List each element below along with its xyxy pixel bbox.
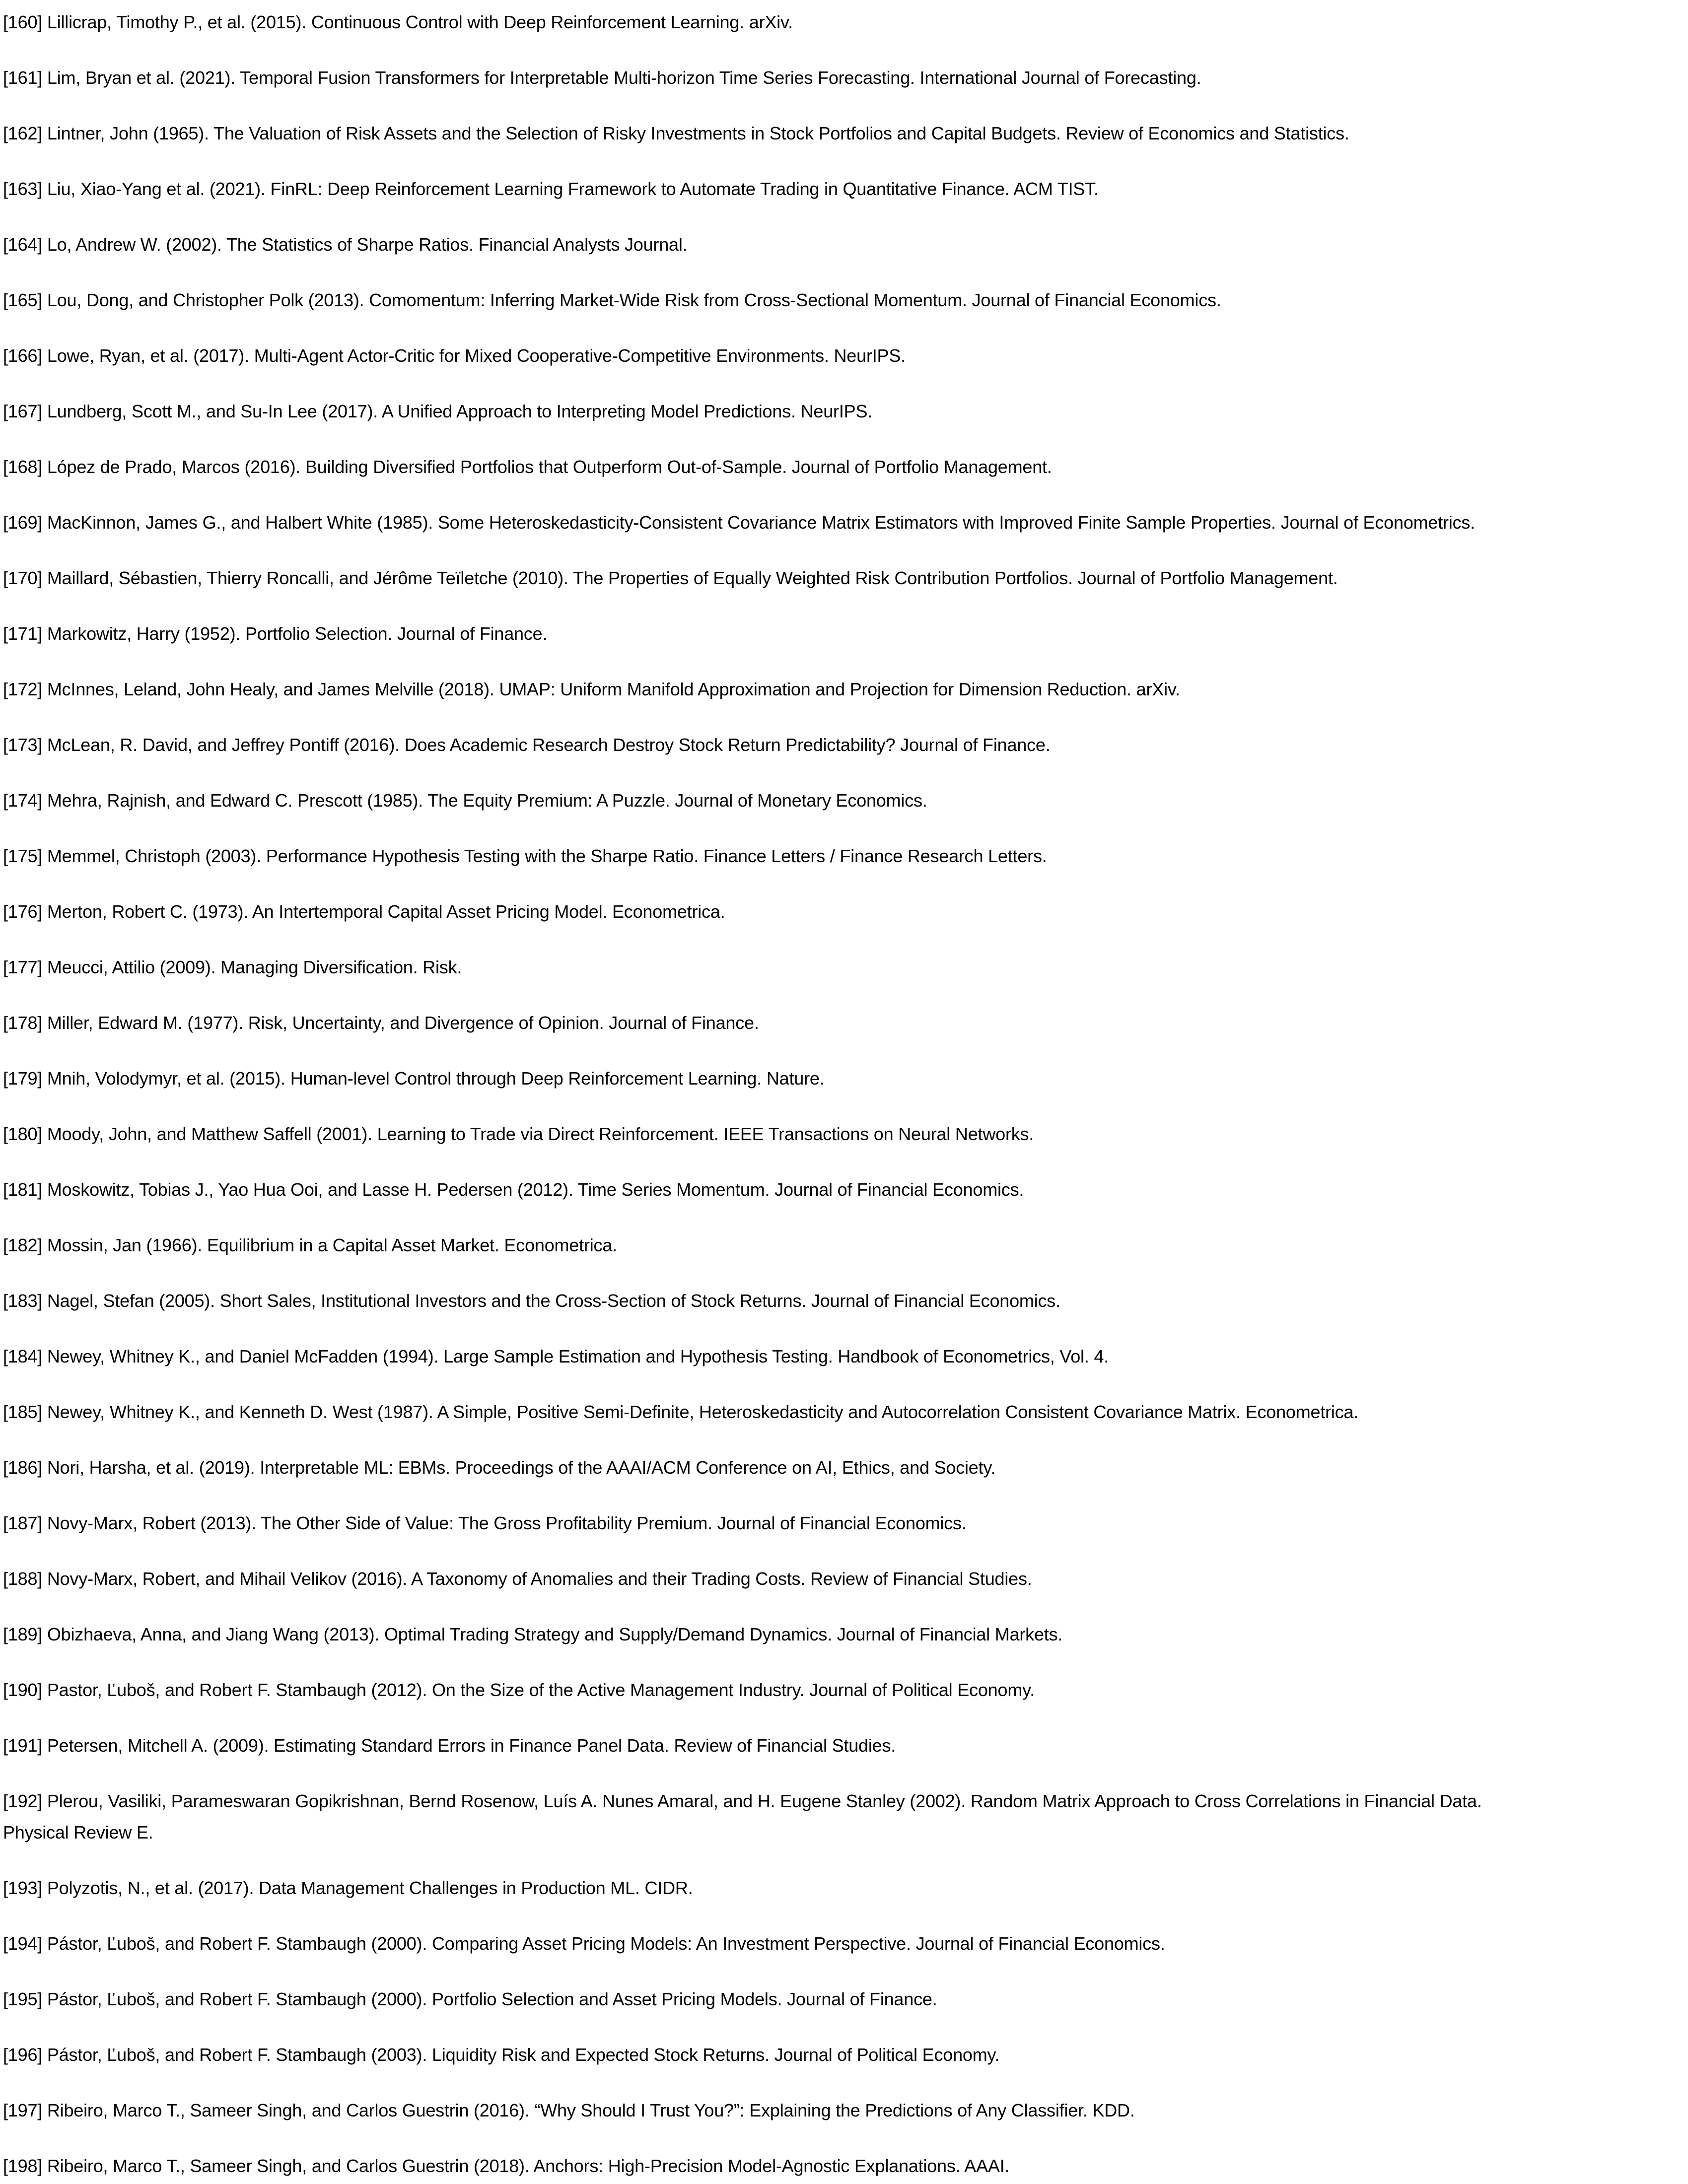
reference-line: [196] Pástor, Ľuboš, and Robert F. Stambaugh (2003). Liquidity Risk and Expected Stock Returns. Journal of Political Economy. <box>3 2045 1000 2065</box>
reference-entry <box>3 1928 1653 1959</box>
reference-entry <box>3 1507 1653 1539</box>
reference-line: [170] Maillard, Sébastien, Thierry Roncalli, and Jérôme Teïletche (2010). The Properties of Equally Weighted Risk Contribution Portfolios. Journal of Portfolio Management. <box>3 568 1338 588</box>
reference-entry <box>3 507 1653 538</box>
reference-entry <box>3 1229 1653 1261</box>
reference-line: [169] MacKinnon, James G., and Halbert White (1985). Some Heteroskedasticity-Consistent Covariance Matrix Estimators with Improved Finite Sample Properties. Journal of Econometrics. <box>3 512 1476 533</box>
reference-line: Physical Review E. <box>3 1822 153 1843</box>
reference-line: [194] Pástor, Ľuboš, and Robert F. Stambaugh (2000). Comparing Asset Pricing Models: An Investment Perspective. Journal of Financial Economics. <box>3 1933 1165 1954</box>
reference-line: [198] Ribeiro, Marco T., Sameer Singh, and Carlos Guestrin (2018). Anchors: High-Precision Model-Agnostic Explanations. AAAI. <box>3 2156 1010 2176</box>
reference-line: [179] Mnih, Volodymyr, et al. (2015). Human-level Control through Deep Reinforcement Learning. Nature. <box>3 1068 825 1089</box>
reference-line: [183] Nagel, Stefan (2005). Short Sales, Institutional Investors and the Cross-Section of Stock Returns. Journal of Financial Economics. <box>3 1291 1060 1311</box>
reference-line: [175] Memmel, Christoph (2003). Performance Hypothesis Testing with the Sharpe Ratio. Finance Letters / Finance Research Letters. <box>3 846 1047 866</box>
reference-line: [182] Mossin, Jan (1966). Equilibrium in a Capital Asset Market. Econometrica. <box>3 1235 617 1255</box>
reference-list <box>3 6 1653 2182</box>
reference-line: [187] Novy-Marx, Robert (2013). The Other Side of Value: The Gross Profitability Premium. Journal of Financial Economics. <box>3 1513 967 1533</box>
reference-line: [163] Liu, Xiao-Yang et al. (2021). FinRL: Deep Reinforcement Learning Framework to Automate Trading in Quantitative Finance. ACM TIST. <box>3 179 1099 199</box>
reference-entry <box>3 1285 1653 1316</box>
reference-entry <box>3 1452 1653 1483</box>
reference-line: [197] Ribeiro, Marco T., Sameer Singh, and Carlos Guestrin (2016). “Why Should I Trust You?”: Explaining the Predictions of Any Classifier. KDD. <box>3 2100 1135 2120</box>
reference-entry <box>3 2095 1653 2126</box>
reference-entry <box>3 1563 1653 1594</box>
reference-entry <box>3 562 1653 594</box>
reference-line: [192] Plerou, Vasiliki, Parameswaran Gopikrishnan, Bernd Rosenow, Luís A. Nunes Amaral, and H. Eugene Stanley (2002). Random Matrix Approach to Cross Correlations in Financial Data. <box>3 1791 1482 1811</box>
reference-line: [191] Petersen, Mitchell A. (2009). Estimating Standard Errors in Finance Panel Data. Review of Financial Studies. <box>3 1735 896 1756</box>
reference-entry <box>3 284 1653 316</box>
reference-entry <box>3 785 1653 816</box>
reference-line: [174] Mehra, Rajnish, and Edward C. Prescott (1985). The Equity Premium: A Puzzle. Journal of Monetary Economics. <box>3 790 927 811</box>
reference-entry <box>3 451 1653 482</box>
reference-line: [180] Moody, John, and Matthew Saffell (2001). Learning to Trade via Direct Reinforcement. IEEE Transactions on Neural Networks. <box>3 1124 1034 1144</box>
reference-entry <box>3 396 1653 427</box>
reference-entry <box>3 729 1653 760</box>
reference-entry <box>3 674 1653 705</box>
reference-line: [195] Pástor, Ľuboš, and Robert F. Stambaugh (2000). Portfolio Selection and Asset Pricing Models. Journal of Finance. <box>3 1989 937 2009</box>
reference-entry <box>3 1674 1653 1706</box>
reference-entry <box>3 6 1653 38</box>
reference-line: [178] Miller, Edward M. (1977). Risk, Uncertainty, and Divergence of Opinion. Journal of Finance. <box>3 1013 759 1033</box>
reference-line: [162] Lintner, John (1965). The Valuation of Risk Assets and the Selection of Risky Investments in Stock Portfolios and Capital Budgets. Review of Economics and Statistics. <box>3 123 1349 143</box>
reference-line: [184] Newey, Whitney K., and Daniel McFadden (1994). Large Sample Estimation and Hypothesis Testing. Handbook of Econometrics, Vol. 4. <box>3 1346 1109 1366</box>
reference-line: [168] López de Prado, Marcos (2016). Building Diversified Portfolios that Outperform Out-of-Sample. Journal of Portfolio Management. <box>3 457 1052 477</box>
reference-line: [171] Markowitz, Harry (1952). Portfolio Selection. Journal of Finance. <box>3 623 548 644</box>
reference-line: [185] Newey, Whitney K., and Kenneth D. West (1987). A Simple, Positive Semi-Definite, Heteroskedasticity and Autocorrelation Consistent Covariance Matrix. Econometrica. <box>3 1402 1359 1422</box>
reference-line: [166] Lowe, Ryan, et al. (2017). Multi-Agent Actor-Critic for Mixed Cooperative-Competitive Environments. NeurIPS. <box>3 345 906 366</box>
reference-line: [186] Nori, Harsha, et al. (2019). Interpretable ML: EBMs. Proceedings of the AAAI/ACM Conference on AI, Ethics, and Society. <box>3 1457 996 1478</box>
reference-entry <box>3 2039 1653 2070</box>
reference-entry <box>3 896 1653 927</box>
reference-entry <box>3 840 1653 872</box>
reference-entry <box>3 340 1653 371</box>
reference-line: [190] Pastor, Ľuboš, and Robert F. Stambaugh (2012). On the Size of the Active Management Industry. Journal of Political Economy. <box>3 1680 1035 1700</box>
reference-entry <box>3 618 1653 649</box>
reference-entry <box>3 1063 1653 1094</box>
reference-line: [177] Meucci, Attilio (2009). Managing Diversification. Risk. <box>3 957 462 977</box>
reference-line: [161] Lim, Bryan et al. (2021). Temporal Fusion Transformers for Interpretable Multi-horizon Time Series Forecasting. International Journal of Forecasting. <box>3 68 1201 88</box>
reference-line: [164] Lo, Andrew W. (2002). The Statistics of Sharpe Ratios. Financial Analysts Journal. <box>3 234 688 255</box>
reference-line: [167] Lundberg, Scott M., and Su-In Lee (2017). A Unified Approach to Interpreting Model Predictions. NeurIPS. <box>3 401 873 421</box>
reference-entry <box>3 1007 1653 1038</box>
reference-line: [193] Polyzotis, N., et al. (2017). Data Management Challenges in Production ML. CIDR. <box>3 1878 693 1898</box>
reference-entry <box>3 952 1653 983</box>
reference-entry <box>3 1619 1653 1650</box>
reference-entry <box>3 118 1653 149</box>
reference-entry <box>3 1118 1653 1150</box>
reference-entry <box>3 2150 1653 2182</box>
reference-line: [176] Merton, Robert C. (1973). An Intertemporal Capital Asset Pricing Model. Econometrica. <box>3 901 725 922</box>
reference-line: [172] McInnes, Leland, John Healy, and James Melville (2018). UMAP: Uniform Manifold Approximation and Projection for Dimension Reduction. arXiv. <box>3 679 1180 699</box>
reference-entry <box>3 1872 1653 1904</box>
reference-line: [160] Lillicrap, Timothy P., et al. (2015). Continuous Control with Deep Reinforcement Learning. arXiv. <box>3 12 793 32</box>
reference-entry <box>3 1396 1653 1428</box>
reference-entry <box>3 173 1653 205</box>
reference-entry <box>3 1983 1653 2015</box>
reference-entry <box>3 229 1653 260</box>
reference-line: [189] Obizhaeva, Anna, and Jiang Wang (2013). Optimal Trading Strategy and Supply/Demand Dynamics. Journal of Financial Markets. <box>3 1624 1063 1644</box>
reference-entry <box>3 1730 1653 1761</box>
reference-line: [181] Moskowitz, Tobias J., Yao Hua Ooi, and Lasse H. Pedersen (2012). Time Series Momentum. Journal of Financial Economics. <box>3 1179 1024 1200</box>
reference-entry <box>3 1174 1653 1205</box>
reference-line: [165] Lou, Dong, and Christopher Polk (2013). Comomentum: Inferring Market-Wide Risk from Cross-Sectional Momentum. Journal of Financial Economics. <box>3 290 1221 310</box>
reference-entry <box>3 62 1653 93</box>
reference-entry <box>3 1341 1653 1372</box>
reference-entry <box>3 1785 1653 1848</box>
reference-line: [173] McLean, R. David, and Jeffrey Pontiff (2016). Does Academic Research Destroy Stock Return Predictability? Journal of Finance. <box>3 735 1051 755</box>
reference-line: [188] Novy-Marx, Robert, and Mihail Velikov (2016). A Taxonomy of Anomalies and their Trading Costs. Review of Financial Studies. <box>3 1569 1032 1589</box>
